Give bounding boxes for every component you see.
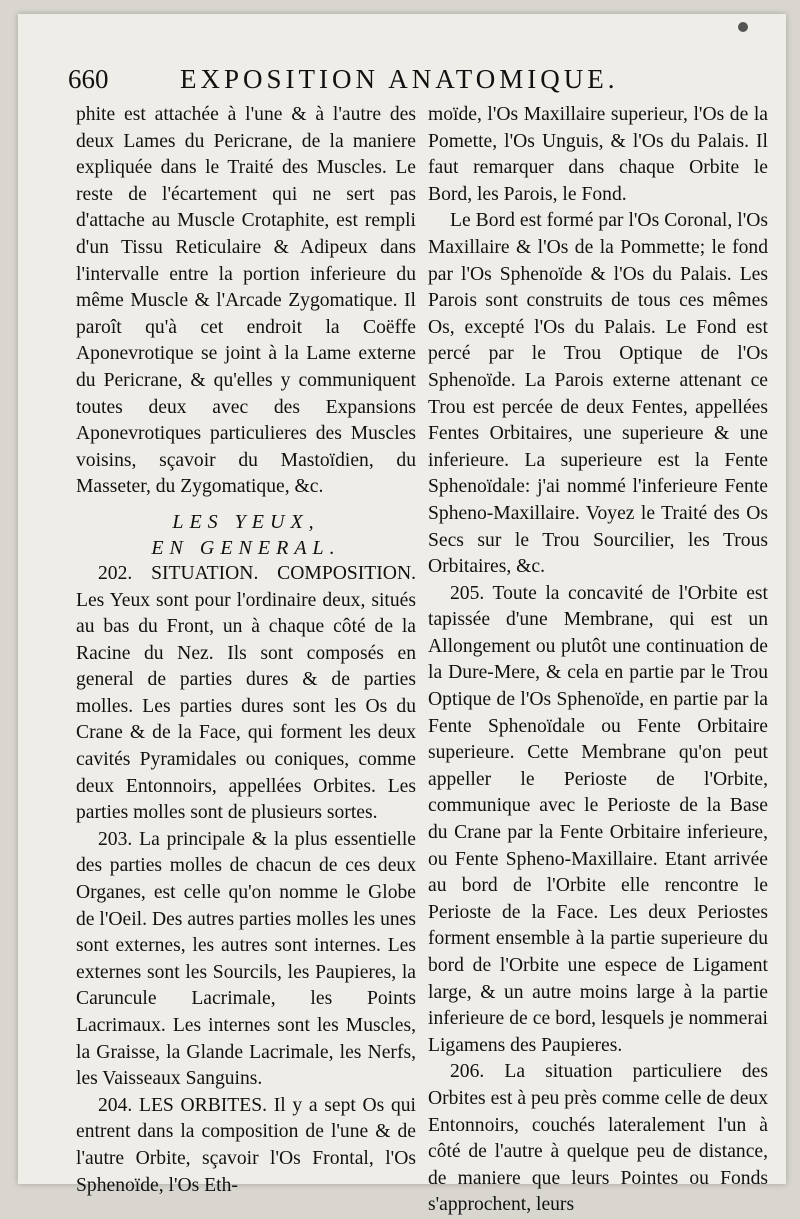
right-column — [428, 102, 768, 1219]
ink-spot — [738, 22, 748, 32]
paragraph-bord: Le Bord est formé par l'Os Coronal, l'Os Maxillaire & l'Os de la Pommette; le fond par l'Os Sphenoïde & l'Os du Palais. Les Parois sont construits de tous ces mêmes Os, excepté l'Os du Palais. Le Fond est percé par le Trou Optique de l'Os Sphenoïde. La Parois externe attenant ce Trou est percée de deux Fentes, appellées Fentes Orbitaires, une superieure & une inferieure. La superieure est la Fente Sphenoïdale: j'ai nommé l'inferieure Fente Spheno-Maxillaire. Voyez le Traité des Os Secs sur le Trou Sourcilier, les Trous Orbitaires, &c. — [428, 210, 768, 578]
paragraph-202: 202. SITUATION. COMPOSITION. Les Yeux sont pour l'ordinaire deux, situés au bas du Front, un à chaque côté de la Racine du Nez. Ils sont composés en general de parties dures & de parties molles. Les parties dures sont les Os du Crane & de la Face, qui forment les deux cavités Pyramidales ou coniques, comme deux Entonnoirs, appellées Orbites. Les parties molles sont de plusieurs sortes. — [76, 562, 416, 824]
paragraph-203: 203. La principale & la plus essentielle des parties molles de chacun de ces deux Organes, est celle qu'on nomme le Globe de l'Oeil. Des autres parties molles les unes sont externes, les autres sont internes. Les externes sont les Sourcils, les Paupieres, la Caruncule Lacrimale, les Points Lacrimaux. Les internes sont les Muscles, la Graisse, la Glande Lacrimale, les Nerfs, les Vaisseaux Sanguins. — [76, 828, 416, 1090]
paragraph-206: 206. La situation particuliere des Orbites est à peu près comme celle de deux Entonnoirs, couchés lateralement l'un à côté de l'autre à quelque peu de distance, de maniere que leurs Pointes ou Fonds s'approchent, leurs — [428, 1061, 768, 1216]
page-number: 660 — [68, 64, 109, 94]
paragraph-continuation-right: moïde, l'Os Maxillaire superieur, l'Os de la Pomette, l'Os Unguis, & l'Os du Palais. Il faut remarquer dans chaque Orbite le Bord, les Parois, le Fond. — [428, 104, 768, 205]
paragraph-205: 205. Toute la concavité de l'Orbite est tapissée d'une Membrane, qui est un Allongement ou plutôt une continuation de la Dure-Mere, & cela en partie par le Trou Optique de l'Os Sphenoïde, en partie par la Fente Sphenoïdale ou Fente Orbitaire superieure. Cette Membrane qu'on peut appeller le Perioste de l'Orbite, communique avec le Perioste de la Base du Crane par la Fente Orbitaire inferieure, ou Fente Spheno-Maxillaire. Etant arrivée au bord de l'Orbite elle rencontre le Perioste de la Face. Les deux Periostes forment ensemble à la partie superieure du bord de l'Orbite une espece de Ligament large, & un autre moins large à la partie inferieure de ce bord, lesquels je nommerai Ligamens des Paupieres. — [428, 582, 768, 1056]
book-page — [18, 14, 786, 1216]
running-title: EXPOSITION ANATOMIQUE. — [180, 64, 619, 94]
paragraph-continuation: phite est attachée à l'une & à l'autre des deux Lames du Pericrane, de la maniere expliquée dans le Traité des Muscles. Le reste de l'écartement qui ne sert pas d'attache au Muscle Crotaphite, est rempli d'un Tissu Reticulaire & Adipeux dans l'intervalle entre la portion inferieure du même Muscle & l'Arcade Zygomatique. Il paroît qu'à cet endroit la Coëffe Aponevrotique se joint à la Lame externe du Pericrane, & qu'elles y communiquent toutes deux avec des Expansions Aponevrotiques particulieres des Muscles voisins, sçavoir du Mastoïdien, du Masseter, du Zygomatique, &c. — [76, 104, 416, 498]
left-column — [76, 102, 416, 1199]
heading-line-2: EN GENERAL. — [151, 536, 341, 559]
page-header — [68, 64, 756, 104]
section-heading — [76, 509, 416, 561]
paragraph-204: 204. LES ORBITES. Il y a sept Os qui entrent dans la composition de l'une & de l'autre Orbite, sçavoir l'Os Frontal, l'Os Sphenoïde, l'Os Eth- — [76, 1094, 416, 1196]
heading-line-1: LES YEUX, — [172, 510, 320, 533]
